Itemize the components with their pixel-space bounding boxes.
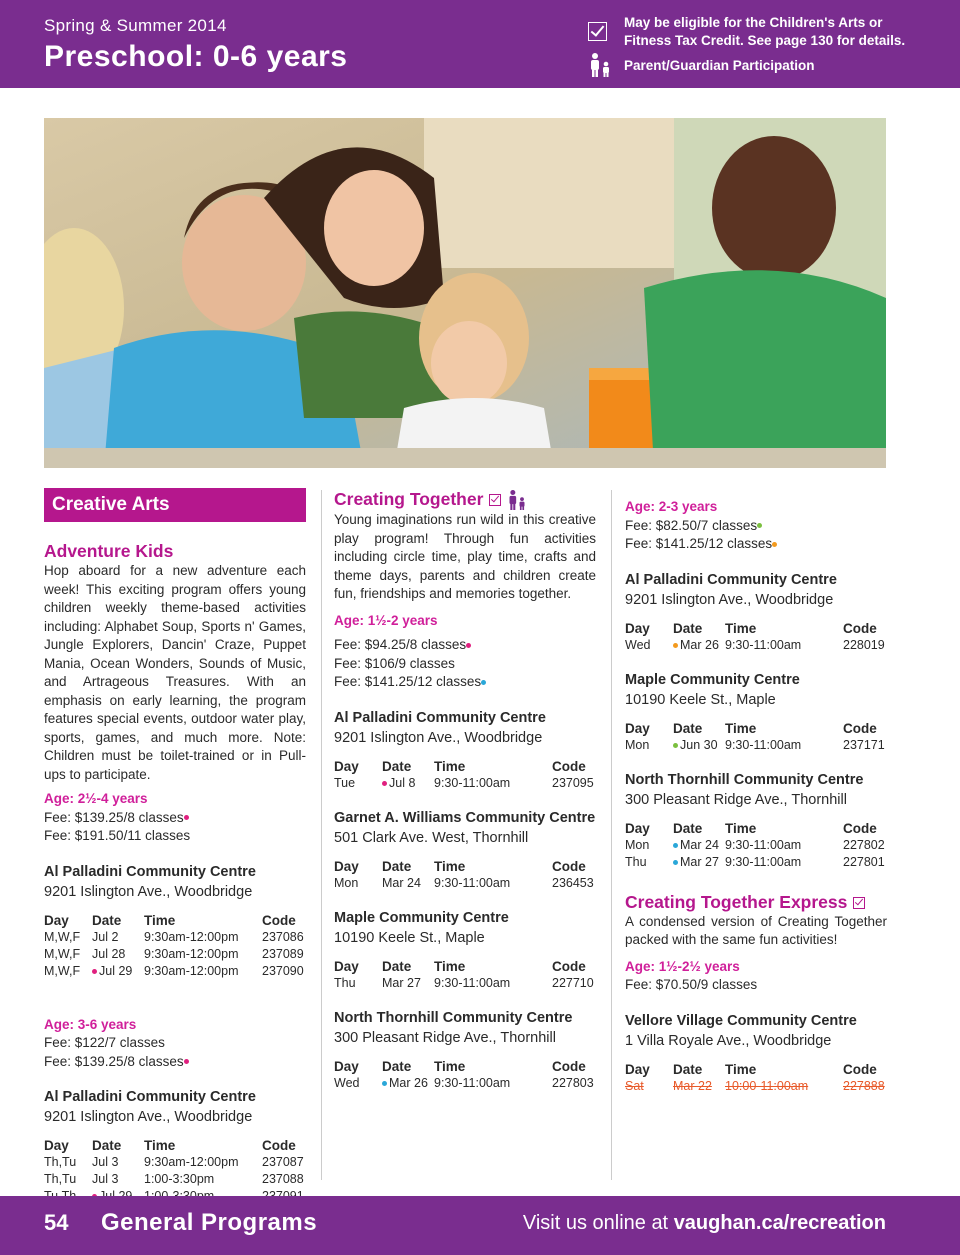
table-header-row — [44, 1137, 306, 1154]
cell-time: 10:00-11:00am — [725, 1078, 809, 1093]
pink-dot-icon — [92, 969, 97, 974]
col-header-time: Time — [144, 1138, 176, 1153]
age-label: Age: 2-3 years — [625, 499, 718, 514]
cell-date: Jul 3 — [92, 1155, 119, 1169]
col-header-date: Date — [92, 912, 122, 928]
cell-time: 9:30-11:00am — [725, 637, 802, 652]
col-header-date: Date — [673, 1061, 703, 1077]
cell-time: 9:30am-12:00pm — [144, 963, 239, 978]
table-header-row — [625, 620, 887, 637]
col-header-code: Code — [843, 720, 877, 736]
venue-name: Al Palladini Community Centre — [625, 571, 837, 588]
col-header-day: Day — [625, 820, 650, 836]
col-header-date: Date — [673, 720, 703, 736]
col-header-code: Code — [843, 820, 877, 836]
cell-code: 237090 — [262, 963, 304, 978]
column-creating-together — [334, 488, 596, 1092]
cell-time: 1:00-3:30pm — [144, 1172, 215, 1186]
cell-day: Wed — [334, 1075, 360, 1090]
col-header-day: Day — [625, 620, 650, 636]
cell-date — [673, 737, 725, 754]
orange-dot-icon — [673, 643, 678, 648]
header-bar — [0, 0, 960, 88]
cell-date: Mar 22 — [673, 1078, 712, 1093]
schedule-table — [334, 858, 596, 892]
green-dot-icon — [673, 743, 678, 748]
cell-day: Th,Tu — [44, 1172, 77, 1186]
table-row — [334, 875, 596, 892]
checkbox-icon — [489, 494, 501, 506]
program-description: Hop aboard for a new adventure each week! This exciting program offers young children weekly theme-based activities including: Alphabet Soup, Sports n' Games, Jungle Explorers, Dancin' Craze, Puppet Mania, Ocean Wonders, Sounds of Music, and Artrageous Treasures. With an emphasis on early learning, the program features special events, outdoor water play, sports, games, and much more. Note: Children must be toilet-trained or in Pull-ups to participate. — [44, 563, 306, 782]
cell-code: 237089 — [262, 946, 304, 961]
venue-address: 501 Clark Ave. West, Thornhill — [334, 829, 529, 846]
schedule-table — [334, 758, 596, 792]
age-label: Age: 2½-4 years — [44, 791, 148, 806]
program-description: A condensed version of Creating Together packed with the same fun activities! — [625, 913, 887, 947]
table-header-row — [334, 758, 596, 775]
blue-dot-icon — [481, 680, 486, 685]
date-text: Jun 30 — [680, 737, 718, 752]
col-header-day: Day — [334, 958, 359, 974]
program-title: Creating Together — [334, 489, 484, 509]
column-creative-arts — [44, 488, 306, 1205]
date-text: Mar 27 — [680, 854, 719, 869]
cell-day: M,W,F — [44, 929, 81, 944]
fee-text: Fee: $141.25/12 classes — [334, 674, 482, 690]
col-header-code: Code — [262, 1138, 296, 1153]
col-header-day: Day — [625, 1061, 650, 1077]
pink-dot-icon — [466, 643, 471, 648]
footer-visit — [523, 1212, 886, 1235]
venue-address: 10190 Keele St., Maple — [334, 929, 485, 946]
table-row — [625, 837, 887, 854]
cell-day: Tue — [334, 775, 356, 790]
cell-date: Jul 3 — [92, 1172, 119, 1186]
cell-time: 9:30am-12:00pm — [144, 1155, 239, 1169]
cell-code: 227888 — [843, 1078, 885, 1093]
table-row — [334, 775, 596, 792]
program-title-row — [334, 488, 596, 511]
column-divider — [321, 490, 322, 1180]
col-header-code: Code — [552, 1058, 586, 1074]
date-text: Mar 26 — [389, 1075, 428, 1090]
fee-text: Fee: $94.25/8 classes — [334, 637, 467, 653]
cell-code: 237095 — [552, 775, 594, 790]
cell-time: 9:30-11:00am — [725, 837, 802, 852]
col-header-date: Date — [673, 620, 703, 636]
col-header-date: Date — [382, 1058, 412, 1074]
fee-line: Fee: $106/9 classes — [334, 655, 455, 671]
website-link[interactable]: vaughan.ca/recreation — [673, 1212, 886, 1234]
table-header-row — [625, 820, 887, 837]
venue-name: Garnet A. Williams Community Centre — [334, 809, 596, 826]
table-header-row — [625, 720, 887, 737]
cell-day: Sat — [625, 1078, 644, 1093]
column-divider — [611, 490, 612, 1180]
table-row — [44, 963, 306, 980]
table-row — [44, 929, 306, 946]
cell-time: 9:30am-12:00pm — [144, 929, 239, 944]
cell-code: 237171 — [843, 737, 885, 752]
col-header-day: Day — [625, 720, 650, 736]
cell-date — [673, 837, 725, 854]
program-title: Adventure Kids — [44, 541, 174, 561]
pink-dot-icon — [184, 1059, 189, 1064]
col-header-day: Day — [334, 1058, 359, 1074]
cell-code: 237088 — [262, 1172, 304, 1186]
visit-prefix: Visit us online at — [522, 1212, 674, 1234]
orange-dot-icon — [772, 542, 777, 547]
cell-date: Mar 27 — [382, 975, 421, 990]
col-header-day: Day — [334, 758, 359, 774]
fee-text: Fee: $141.25/12 classes — [625, 536, 773, 551]
fee-text: Fee: $82.50/7 classes — [625, 517, 758, 533]
cell-code: 227710 — [552, 975, 594, 990]
venue-name: North Thornhill Community Centre — [625, 771, 864, 788]
table-row — [334, 975, 596, 992]
fee-line — [334, 636, 596, 655]
blue-dot-icon — [382, 1081, 387, 1086]
fee-line — [44, 809, 306, 828]
cell-day: Mon — [625, 737, 650, 752]
fee-line — [334, 673, 596, 692]
participation-note: Parent/Guardian Participation — [624, 58, 815, 73]
col-header-day: Day — [334, 858, 359, 874]
fee-line — [44, 1053, 306, 1072]
green-dot-icon — [757, 523, 762, 528]
family-icon — [507, 489, 527, 511]
cell-code: 227801 — [843, 854, 885, 869]
cell-day: Thu — [625, 854, 647, 869]
venue-name: Al Palladini Community Centre — [334, 709, 546, 726]
table-row — [625, 637, 887, 654]
program-title-row — [625, 891, 887, 913]
checkbox-icon — [853, 897, 865, 909]
age-label: Age: 3-6 years — [44, 1016, 137, 1032]
table-row — [44, 946, 306, 963]
tax-credit-note: May be eligible for the Children's Arts or Fitness Tax Credit. See page 130 for details. — [624, 15, 906, 48]
schedule-table — [625, 620, 887, 654]
cell-code: 227802 — [843, 837, 885, 852]
col-header-time: Time — [434, 958, 466, 974]
footer-bar — [0, 1196, 960, 1255]
venue-address: 9201 Islington Ave., Woodbridge — [44, 883, 253, 900]
col-header-code: Code — [843, 1061, 877, 1077]
cell-time: 9:30-11:00am — [725, 737, 802, 752]
col-header-day: Day — [44, 1138, 69, 1153]
col-header-code: Code — [843, 620, 877, 636]
cell-day: Mon — [625, 837, 650, 852]
pink-dot-icon — [184, 815, 189, 820]
column-creating-together-cont — [625, 488, 887, 1095]
cell-time: 9:30-11:00am — [434, 1075, 511, 1090]
col-header-time: Time — [434, 758, 466, 774]
cell-time: 9:30-11:00am — [434, 875, 511, 890]
table-header-row — [334, 958, 596, 975]
col-header-date: Date — [673, 820, 703, 836]
age-label: Age: 1½-2 years — [334, 612, 438, 628]
cell-day: M,W,F — [44, 946, 81, 961]
venue-name: Maple Community Centre — [334, 909, 509, 926]
schedule-table — [625, 720, 887, 754]
col-header-code: Code — [552, 758, 586, 774]
col-header-time: Time — [434, 1058, 466, 1074]
col-header-time: Time — [144, 912, 176, 928]
fee-line — [625, 517, 887, 536]
venue-address: 300 Pleasant Ridge Ave., Thornhill — [334, 1029, 556, 1046]
col-header-time: Time — [725, 820, 757, 836]
cell-day: Mon — [334, 875, 359, 890]
cell-code: 228019 — [843, 637, 885, 652]
checkbox-icon — [588, 22, 607, 41]
venue-address: 9201 Islington Ave., Woodbridge — [625, 591, 834, 608]
section-banner: Creative Arts — [44, 488, 306, 522]
col-header-day: Day — [44, 912, 69, 928]
season-label: Spring & Summer 2014 — [44, 16, 227, 35]
page-number: 54 — [44, 1210, 69, 1235]
fee-text: Fee: $139.25/8 classes — [44, 1053, 184, 1069]
schedule-table — [625, 820, 887, 871]
schedule-table — [625, 1061, 887, 1095]
col-header-code: Code — [552, 858, 586, 874]
cell-code: 236453 — [552, 875, 594, 890]
age-label: Age: 1½-2½ years — [625, 958, 740, 974]
blue-dot-icon — [673, 843, 678, 848]
footer-section-name: General Programs — [101, 1209, 318, 1236]
fee-line — [625, 535, 887, 554]
col-header-date: Date — [382, 758, 412, 774]
cell-code: 237086 — [262, 929, 304, 944]
venue-name: Vellore Village Community Centre — [625, 1012, 857, 1029]
col-header-code: Code — [552, 958, 586, 974]
program-title: Creating Together Express — [625, 891, 848, 912]
venue-address: 9201 Islington Ave., Woodbridge — [334, 729, 543, 746]
venue-name: Maple Community Centre — [625, 671, 800, 688]
family-icon — [588, 52, 612, 78]
col-header-time: Time — [434, 858, 466, 874]
cell-date — [673, 637, 725, 654]
venue-address: 9201 Islington Ave., Woodbridge — [44, 1109, 253, 1125]
fee-line: Fee: $122/7 classes — [44, 1035, 165, 1050]
program-description: Young imaginations run wild in this creative play program! Through fun activities including circle time, play time, crafts and theme days, parents and children create fun, friendships and memories together. — [334, 512, 596, 602]
cell-date — [382, 775, 434, 792]
venue-name: Al Palladini Community Centre — [44, 863, 256, 880]
table-header-row — [334, 1058, 596, 1075]
cell-day: Wed — [625, 637, 651, 652]
cancelled-row — [625, 1078, 887, 1095]
venue-name: Al Palladini Community Centre — [44, 1089, 256, 1105]
table-row — [44, 1154, 306, 1171]
col-header-date: Date — [92, 1138, 122, 1153]
table-row — [625, 737, 887, 754]
schedule-table — [334, 958, 596, 992]
col-header-time: Time — [725, 720, 757, 736]
fee-line: Fee: $70.50/9 classes — [625, 977, 758, 992]
cell-date — [382, 1075, 434, 1092]
table-header-row — [334, 858, 596, 875]
spacer — [44, 980, 306, 1010]
cell-day: M,W,F — [44, 963, 81, 978]
venue-name: North Thornhill Community Centre — [334, 1009, 573, 1026]
schedule-table — [334, 1058, 596, 1092]
date-text: Jul 29 — [99, 963, 133, 978]
cell-date: Jul 28 — [92, 946, 126, 961]
table-header-row — [625, 1061, 887, 1078]
date-text: Mar 26 — [680, 637, 719, 652]
schedule-table — [44, 912, 306, 980]
cell-time: 9:30am-12:00pm — [144, 946, 239, 961]
cell-code: 227803 — [552, 1075, 594, 1090]
venue-address: 1 Villa Royale Ave., Woodbridge — [625, 1032, 832, 1049]
venue-address: 10190 Keele St., Maple — [625, 691, 776, 708]
cell-day: Th,Tu — [44, 1155, 77, 1169]
cell-code: 237087 — [262, 1155, 304, 1169]
blue-dot-icon — [673, 860, 678, 865]
hero-photo — [44, 118, 886, 468]
table-row — [625, 854, 887, 871]
cell-date — [92, 963, 144, 980]
cell-date: Jul 2 — [92, 929, 119, 944]
cell-day: Thu — [334, 975, 356, 990]
col-header-time: Time — [725, 1061, 757, 1077]
cell-time: 9:30-11:00am — [434, 975, 511, 990]
venue-address: 300 Pleasant Ridge Ave., Thornhill — [625, 791, 847, 808]
table-header-row — [44, 912, 306, 929]
schedule-table — [44, 1137, 306, 1205]
cell-date: Mar 24 — [382, 875, 421, 890]
date-text: Jul 8 — [389, 775, 416, 790]
col-header-date: Date — [382, 858, 412, 874]
pink-dot-icon — [382, 781, 387, 786]
fee-text: Fee: $139.25/8 classes — [44, 809, 184, 825]
cell-time: 9:30-11:00am — [725, 854, 802, 869]
cell-time: 9:30-11:00am — [434, 775, 511, 790]
table-row — [334, 1075, 596, 1092]
cell-date — [673, 854, 725, 871]
col-header-time: Time — [725, 620, 757, 636]
fee-line: Fee: $191.50/11 classes — [44, 828, 191, 843]
page-title: Preschool: 0-6 years — [44, 40, 348, 73]
date-text: Mar 24 — [680, 837, 719, 852]
table-row — [44, 1171, 306, 1188]
col-header-code: Code — [262, 912, 296, 928]
col-header-date: Date — [382, 958, 412, 974]
